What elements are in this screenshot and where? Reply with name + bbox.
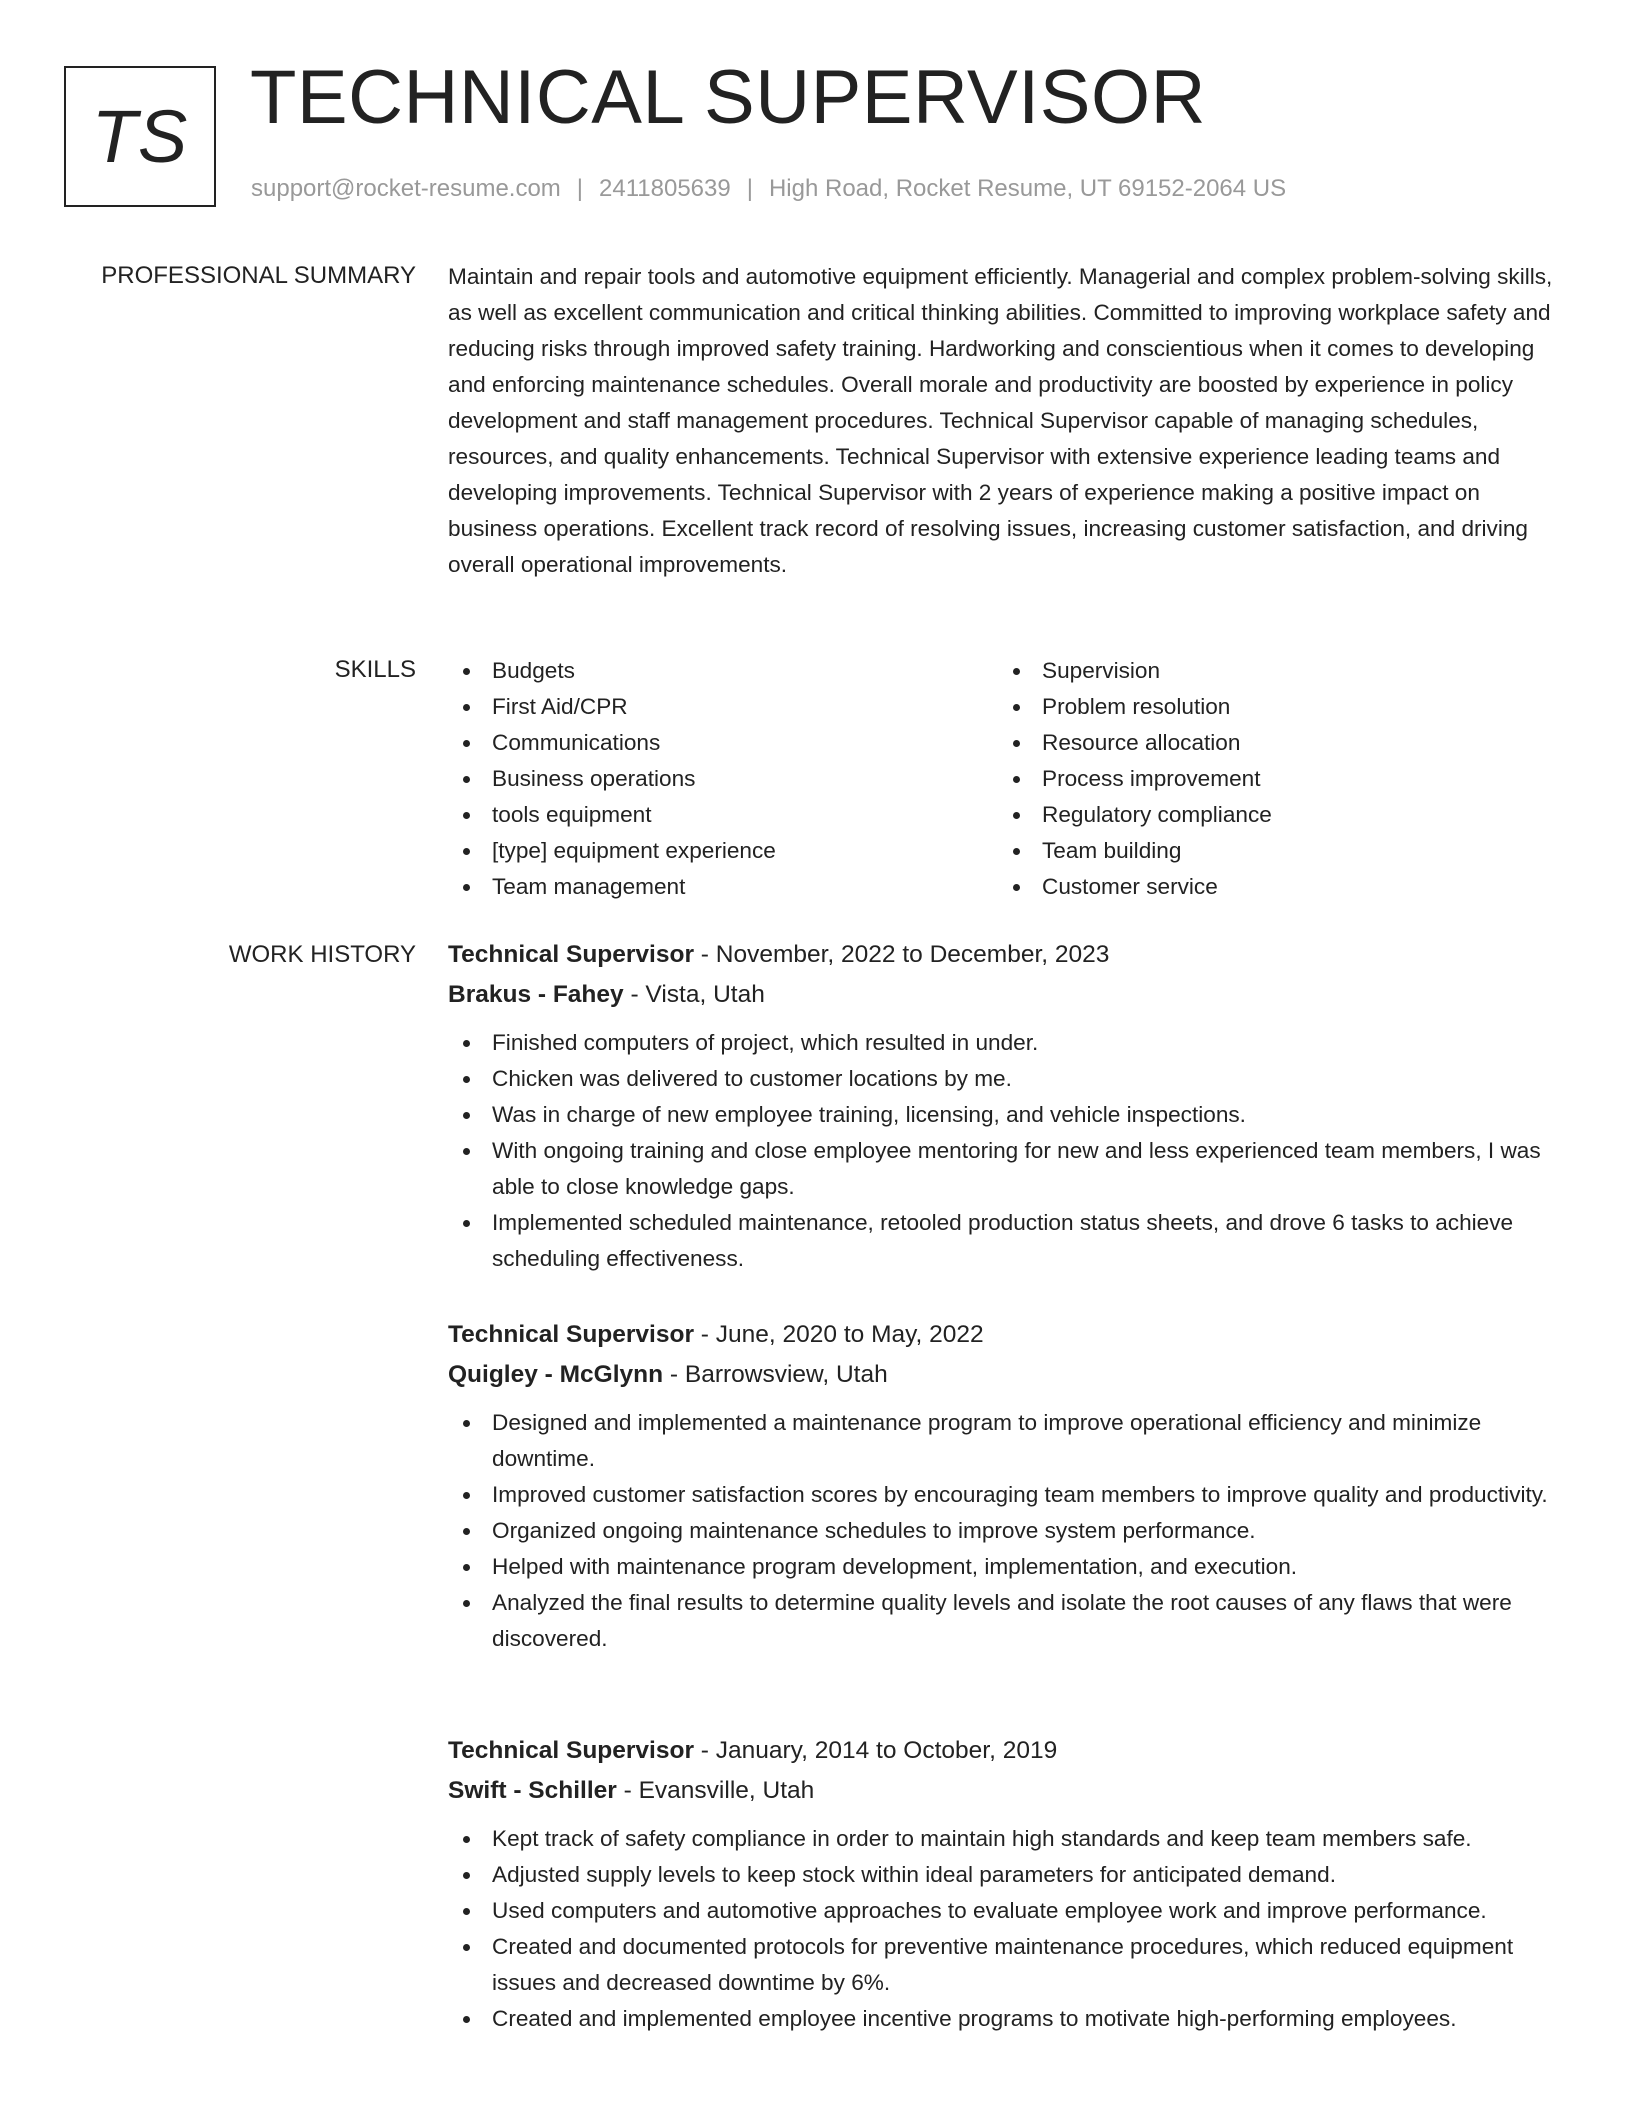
contact-separator: |: [746, 175, 753, 202]
job-title: Technical Supervisor: [448, 1737, 694, 1764]
job-bullet: Was in charge of new employee training, licensing, and vehicle inspections.: [448, 1097, 1563, 1133]
job-company: Quigley - McGlynn: [448, 1361, 664, 1388]
summary-section: [448, 259, 1563, 583]
job-bullet: Implemented scheduled maintenance, retooled production status sheets, and drove 6 tasks to achieve scheduling effectiveness.: [448, 1205, 1563, 1277]
skill-item: Process improvement: [998, 761, 1548, 797]
job-company-line: [448, 975, 1563, 1015]
skills-list-left: [448, 653, 998, 905]
monogram-logo: TS: [64, 66, 216, 207]
section-title-work-history: WORK HISTORY: [228, 941, 416, 968]
job-entry: [448, 935, 1563, 1277]
job-bullet: Chicken was delivered to customer locations by me.: [448, 1061, 1563, 1097]
job-bullet: Created and documented protocols for preventive maintenance procedures, which reduced equipment issues and decreased downtime by 6%.: [448, 1929, 1563, 2001]
contact-separator: |: [576, 175, 584, 202]
job-dates: - January, 2014 to October, 2019: [694, 1737, 1058, 1764]
skill-item: First Aid/CPR: [448, 689, 998, 725]
job-bullet-list: [448, 1025, 1563, 1277]
skill-item: Customer service: [998, 869, 1548, 905]
skill-item: Regulatory compliance: [998, 797, 1548, 833]
skill-item: Business operations: [448, 761, 998, 797]
job-bullet: Improved customer satisfaction scores by encouraging team members to improve quality and productivity.: [448, 1477, 1563, 1513]
job-title-line: [448, 1731, 1563, 1771]
job-location: - Barrowsview, Utah: [663, 1361, 888, 1388]
job-entry: [448, 1731, 1563, 2037]
skill-item: Supervision: [998, 653, 1548, 689]
job-title-line: [448, 935, 1563, 975]
job-bullet-list: [448, 1821, 1563, 2037]
job-title: Technical Supervisor: [448, 941, 694, 968]
job-dates: - November, 2022 to December, 2023: [694, 941, 1110, 968]
job-bullet: Designed and implemented a maintenance program to improve operational efficiency and minimize downtime.: [448, 1405, 1563, 1477]
job-bullet-list: [448, 1405, 1563, 1657]
job-company: Brakus - Fahey: [448, 981, 624, 1008]
contact-line: [251, 175, 1286, 203]
job-bullet: Analyzed the final results to determine quality levels and isolate the root causes of any flaws that were discovered.: [448, 1585, 1563, 1657]
skill-item: tools equipment: [448, 797, 998, 833]
skill-item: Problem resolution: [998, 689, 1548, 725]
skill-item: Team management: [448, 869, 998, 905]
job-title: Technical Supervisor: [448, 1321, 694, 1348]
contact-phone: 2411805639: [599, 175, 731, 202]
skills-section: [448, 653, 1563, 905]
section-title-skills: SKILLS: [334, 656, 416, 683]
job-bullet: Created and implemented employee incentive programs to motivate high-performing employees.: [448, 2001, 1563, 2037]
section-title-summary: PROFESSIONAL SUMMARY: [101, 262, 416, 289]
job-bullet: Used computers and automotive approaches to evaluate employee work and improve performance.: [448, 1893, 1563, 1929]
job-bullet: Organized ongoing maintenance schedules to improve system performance.: [448, 1513, 1563, 1549]
job-dates: - June, 2020 to May, 2022: [694, 1321, 984, 1348]
job-company: Swift - Schiller: [448, 1777, 617, 1804]
skill-item: Communications: [448, 725, 998, 761]
skill-item: Resource allocation: [998, 725, 1548, 761]
skill-item: Budgets: [448, 653, 998, 689]
summary-text: Maintain and repair tools and automotive equipment efficiently. Managerial and complex problem-solving skills, as well as excellent communication and critical thinking abilities. Committed to improving workplace safety and reducing risks through improved safety training. Hardworking and conscientious when it comes to developing and enforcing maintenance schedules. Overall morale and productivity are boosted by experience in policy development and staff management procedures. Technical Supervisor capable of managing schedules, resources, and quality enhancements. Technical Supervisor with extensive experience leading teams and developing improvements. Technical Supervisor with 2 years of experience making a positive impact on business operations. Excellent track record of resolving issues, increasing customer satisfaction, and driving overall operational improvements.: [448, 264, 1553, 577]
job-location: - Vista, Utah: [623, 981, 765, 1008]
job-bullet: With ongoing training and close employee mentoring for new and less experienced team members, I was able to close knowledge gaps.: [448, 1133, 1563, 1205]
skill-item: Team building: [998, 833, 1548, 869]
job-company-line: [448, 1771, 1563, 1811]
skill-item: [type] equipment experience: [448, 833, 998, 869]
job-entry: [448, 1315, 1563, 1657]
contact-email[interactable]: support@rocket-resume.com: [251, 175, 561, 202]
job-location: - Evansville, Utah: [616, 1777, 815, 1804]
job-company-line: [448, 1355, 1563, 1395]
job-bullet: Kept track of safety compliance in order to maintain high standards and keep team members safe.: [448, 1821, 1563, 1857]
contact-address: High Road, Rocket Resume, UT 69152-2064 US: [768, 175, 1287, 202]
resume-name: TECHNICAL SUPERVISOR: [250, 55, 1206, 140]
job-bullet: Finished computers of project, which resulted in under.: [448, 1025, 1563, 1061]
job-bullet: Helped with maintenance program development, implementation, and execution.: [448, 1549, 1563, 1585]
job-title-line: [448, 1315, 1563, 1355]
job-bullet: Adjusted supply levels to keep stock within ideal parameters for anticipated demand.: [448, 1857, 1563, 1893]
skills-list-right: [998, 653, 1548, 905]
